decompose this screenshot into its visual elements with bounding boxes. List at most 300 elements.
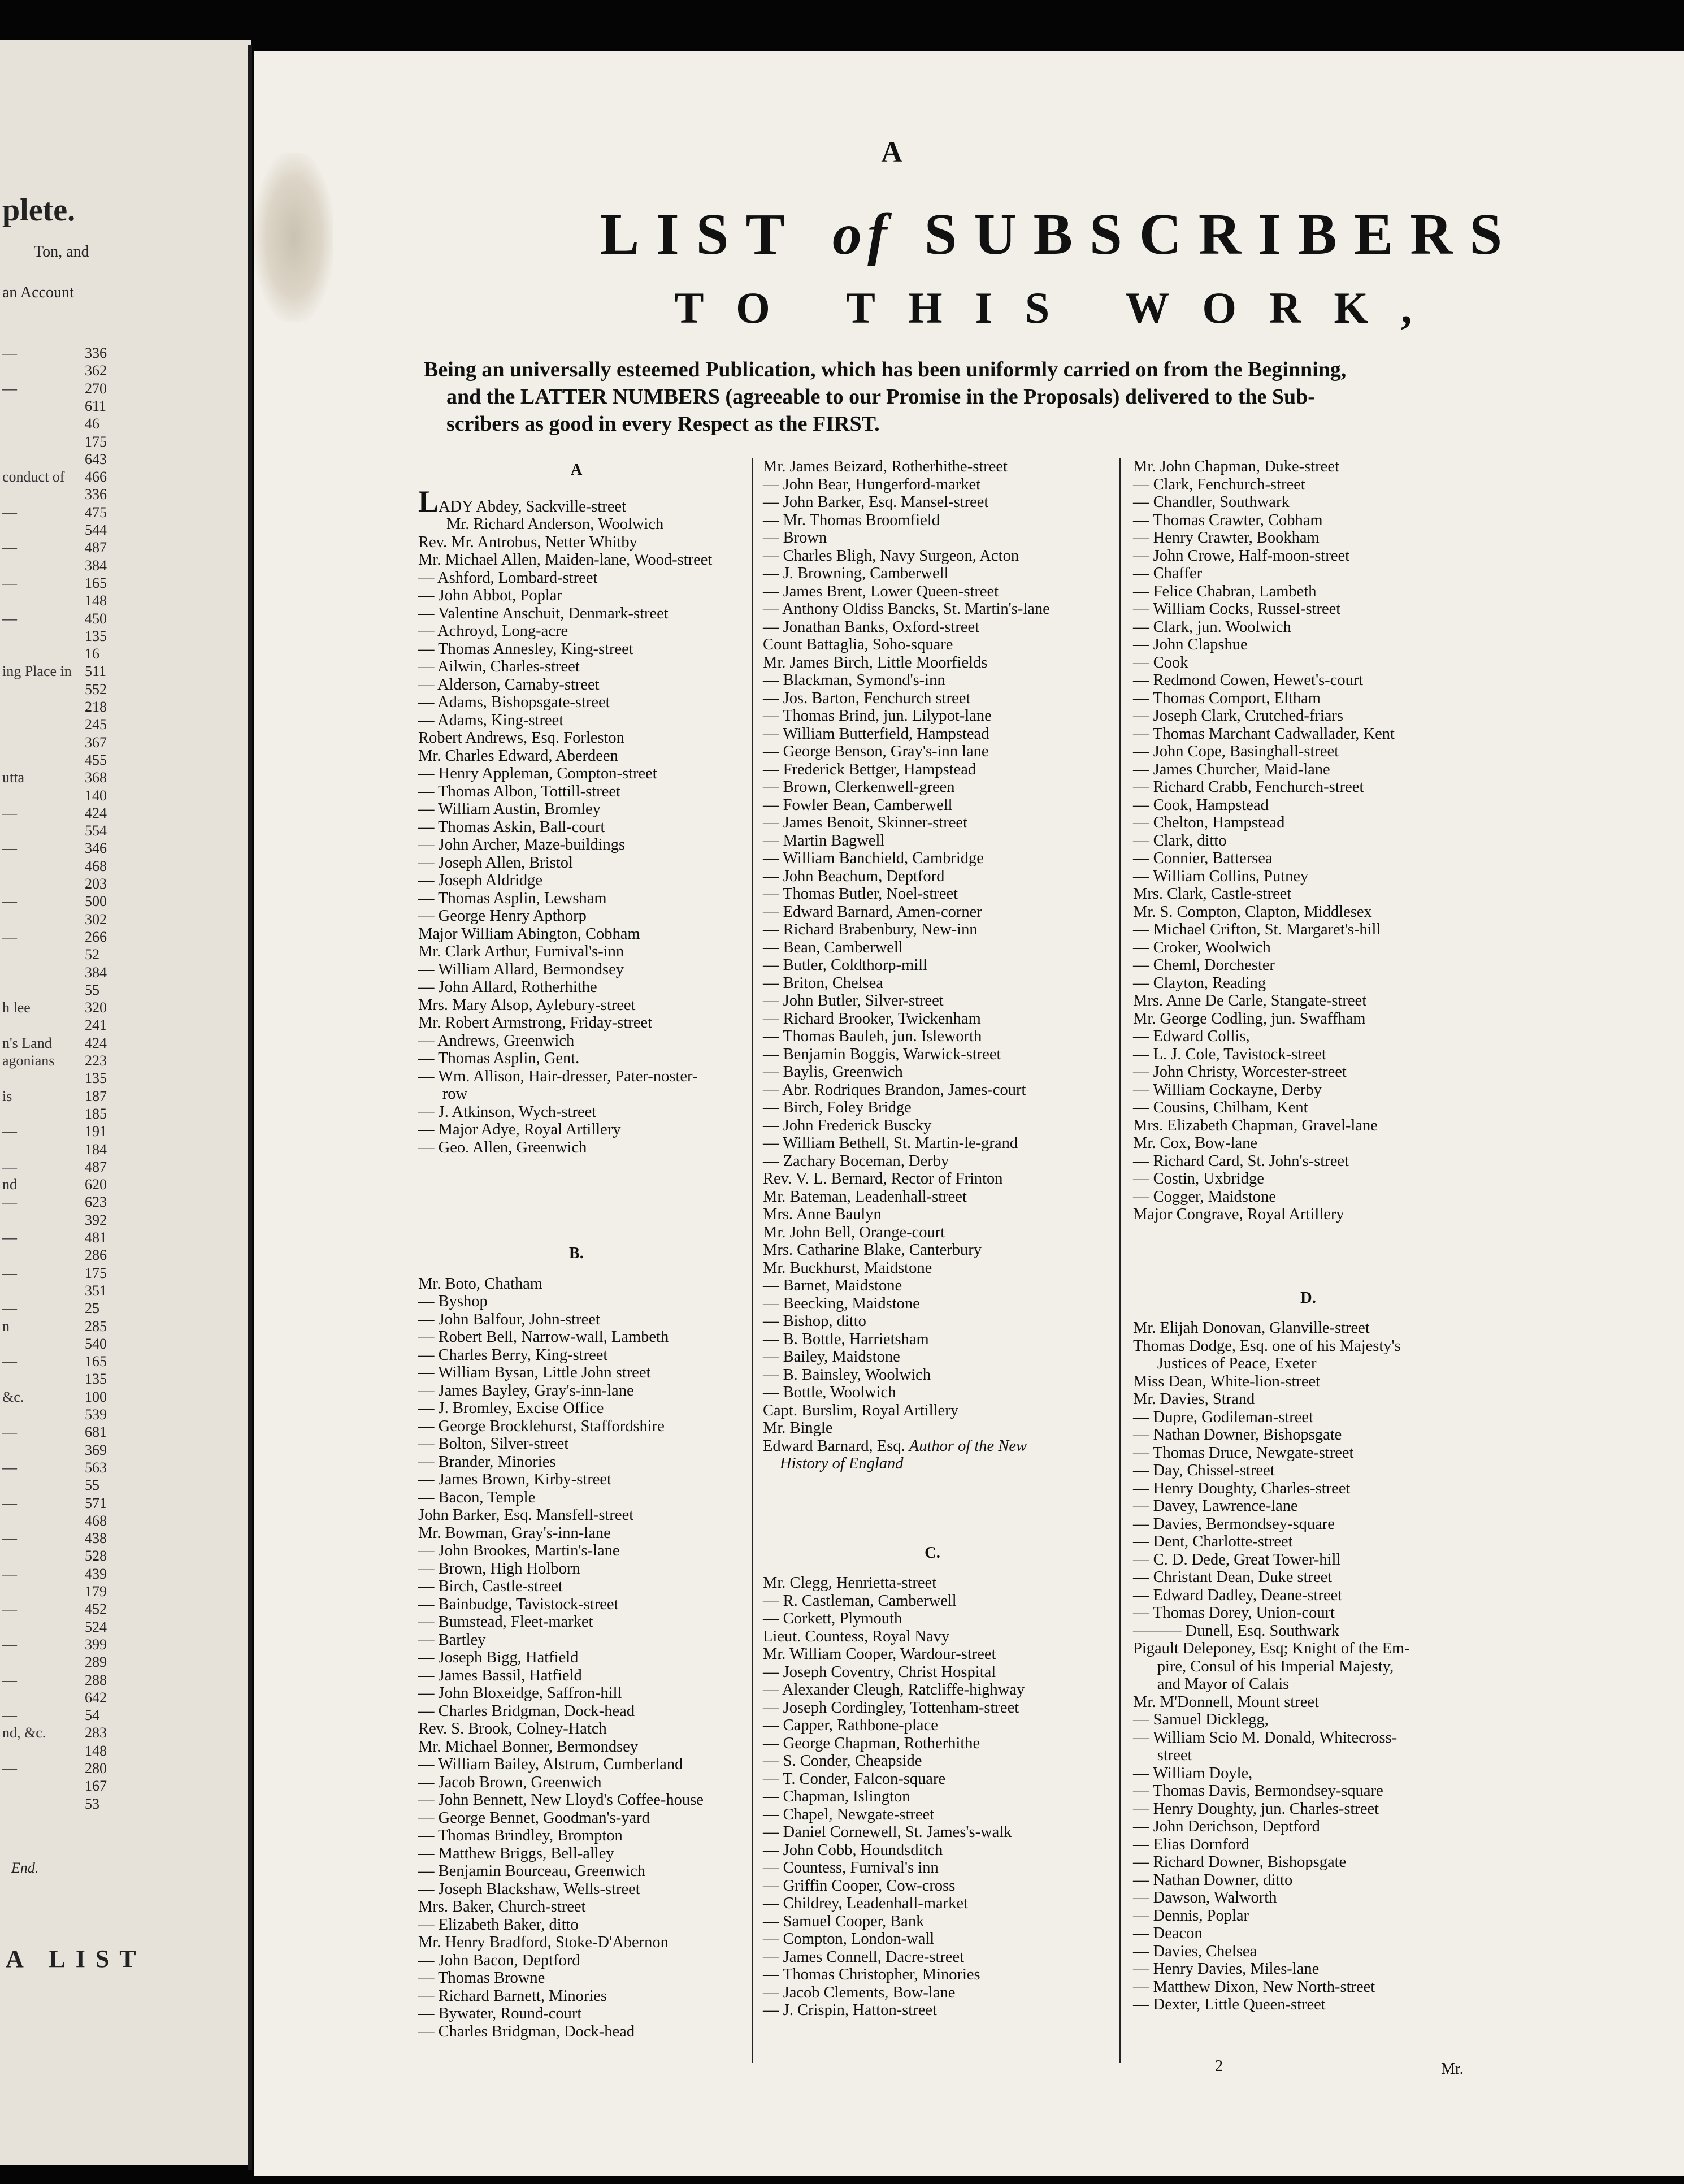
index-page-number: 165 xyxy=(85,574,107,591)
list-item: — Clayton, Reading xyxy=(1133,974,1266,992)
index-page-number: 167 xyxy=(85,1778,107,1795)
list-item-italic: History of England xyxy=(780,1455,904,1472)
list-item-text: Edward Barnard, Esq. xyxy=(763,1437,909,1455)
list-item: — Capper, Rathbone-place xyxy=(763,1717,938,1734)
index-page-number: 468 xyxy=(85,857,107,874)
list-item: — Richard Card, St. John's-street xyxy=(1133,1152,1349,1170)
list-item: — Childrey, Leadenhall-market xyxy=(763,1895,968,1912)
list-item: — John Bacon, Deptford xyxy=(418,1951,580,1969)
index-label: is xyxy=(2,1087,12,1104)
list-item: Mrs. Mary Alsop, Aylebury-street xyxy=(418,996,636,1014)
list-item: — John Bear, Hungerford-market xyxy=(763,475,981,493)
list-item: Robert Andrews, Esq. Forleston xyxy=(418,729,624,747)
header-article: A xyxy=(881,136,905,168)
list-item: — Elias Dornford xyxy=(1133,1835,1249,1853)
section-heading-c: C. xyxy=(925,1544,940,1562)
index-page-number: 552 xyxy=(85,681,107,697)
list-item: — James Bayley, Gray's-inn-lane xyxy=(418,1381,634,1399)
index-page-number: 100 xyxy=(85,1388,107,1405)
list-item: — John Balfour, John-street xyxy=(418,1310,600,1328)
index-label: — xyxy=(2,1636,17,1653)
index-label: n xyxy=(2,1318,10,1334)
index-page-number: 245 xyxy=(85,716,107,733)
index-page-number: 620 xyxy=(85,1176,107,1193)
list-item: — Thomas Bauleh, jun. Isleworth xyxy=(763,1028,982,1045)
list-item: — Christant Dean, Duke street xyxy=(1133,1568,1333,1586)
index-label: — xyxy=(2,539,17,556)
left-page-end: End. xyxy=(11,1860,39,1876)
subscriber-list-a xyxy=(418,515,735,1156)
list-item: — Joseph Allen, Bristol xyxy=(418,853,573,872)
subscriber-list-b xyxy=(418,1275,735,2041)
index-page-number: 544 xyxy=(85,522,107,538)
list-item: — Thomas Butler, Noel-street xyxy=(763,885,958,903)
index-page-number: 539 xyxy=(85,1406,107,1423)
subscriber-list-d xyxy=(1133,1319,1483,2014)
list-item: — Thomas Christopher, Minories xyxy=(763,1966,980,1983)
index-label: — xyxy=(2,1300,17,1317)
index-label: n's Land xyxy=(2,1034,52,1051)
index-page-number: 681 xyxy=(85,1424,107,1441)
list-item: — William Bysan, Little John street xyxy=(418,1364,651,1381)
list-item: and Mayor of Calais xyxy=(1133,1675,1290,1693)
index-page-number: 140 xyxy=(85,787,107,804)
list-item: — Briton, Chelsea xyxy=(763,974,883,992)
index-page-number: 165 xyxy=(85,1353,107,1370)
list-item: — Andrews, Greenwich xyxy=(418,1032,575,1050)
list-item: — Griffin Cooper, Cow-cross xyxy=(763,1877,956,1895)
index-label: — xyxy=(2,1353,17,1370)
index-page-number: 468 xyxy=(85,1512,107,1529)
list-item: Mr. Buckhurst, Maidstone xyxy=(763,1259,932,1277)
list-item: — Birch, Foley Bridge xyxy=(763,1099,912,1116)
list-item: — William Collins, Putney xyxy=(1133,867,1309,885)
list-item: — William Cockayne, Derby xyxy=(1133,1081,1322,1099)
list-item: — Dexter, Little Queen-street xyxy=(1133,1996,1326,2013)
list-item: Mr. Bowman, Gray's-inn-lane xyxy=(418,1524,611,1542)
list-item: — Bailey, Maidstone xyxy=(763,1348,900,1366)
list-item: — Richard Barnett, Minories xyxy=(418,1987,607,2005)
list-item: — James Brown, Kirby-street xyxy=(418,1471,611,1488)
list-item: Mr. Bingle xyxy=(763,1419,833,1437)
list-item: — Thomas Davis, Bermondsey-square xyxy=(1133,1782,1383,1800)
list-item: Capt. Burslim, Royal Artillery xyxy=(763,1401,958,1419)
index-label: — xyxy=(2,1158,17,1175)
list-item: — Fowler Bean, Camberwell xyxy=(763,796,953,814)
column-1 xyxy=(418,458,735,2040)
list-item: — Edward Dadley, Deane-street xyxy=(1133,1586,1343,1604)
column-rule xyxy=(752,458,753,2063)
index-page-number: 455 xyxy=(85,751,107,768)
index-page-number: 642 xyxy=(85,1689,107,1706)
list-item: — Joseph Bigg, Hatfield xyxy=(418,1649,579,1666)
list-item: — Brown xyxy=(763,529,827,547)
index-page-number: 135 xyxy=(85,627,107,644)
list-item: — Charles Bridgman, Dock-head xyxy=(418,2022,635,2040)
list-item: — Valentine Anschuit, Denmark-street xyxy=(418,604,669,622)
list-item: — Martin Bagwell xyxy=(763,831,885,850)
index-page-number: 571 xyxy=(85,1494,107,1511)
list-item: — Brander, Minories xyxy=(418,1453,556,1471)
list-item: — George Chapman, Rotherhithe xyxy=(763,1734,980,1752)
list-item: — Charles Bligh, Navy Surgeon, Acton xyxy=(763,547,1019,565)
list-item-italic: Author of the New xyxy=(909,1437,1027,1455)
list-item: — Deacon xyxy=(1133,1925,1203,1942)
index-page-number: 611 xyxy=(85,397,107,414)
list-item: Rev. V. L. Bernard, Rector of Frinton xyxy=(763,1170,1003,1188)
index-page-number: 283 xyxy=(85,1724,107,1741)
index-page-number: 487 xyxy=(85,539,107,556)
list-item: — John Allard, Rotherhithe xyxy=(418,978,597,996)
index-page-number: 288 xyxy=(85,1671,107,1688)
list-item: Mr. Bateman, Leadenhall-street xyxy=(763,1188,967,1206)
index-page-number: 524 xyxy=(85,1618,107,1635)
list-item: — J. Crispin, Hatton-street xyxy=(763,2001,937,2019)
list-item: Mr. Elijah Donovan, Glanville-street xyxy=(1133,1319,1370,1337)
title-subscribers: SUBSCRIBERS xyxy=(924,202,1520,267)
subscribers-page xyxy=(254,51,1684,2176)
column-2 xyxy=(763,458,1102,2020)
list-item: — John Cope, Basinghall-street xyxy=(1133,743,1339,760)
intro-line: scribers as good in every Respect as the FIRST. xyxy=(446,412,880,436)
column-rule xyxy=(1119,458,1121,2063)
list-item: Mr. Clegg, Henrietta-street xyxy=(763,1574,937,1592)
list-item: — Edward Barnard, Amen-corner xyxy=(763,903,982,921)
list-item: — Birch, Castle-street xyxy=(418,1578,563,1595)
index-page-number: 351 xyxy=(85,1282,107,1299)
list-item: — Dupre, Godileman-street xyxy=(1133,1408,1313,1426)
list-item: — Ashford, Lombard-street xyxy=(418,569,598,587)
list-item: — Richard Crabb, Fenchurch-street xyxy=(1133,778,1364,796)
index-page-number: 336 xyxy=(85,345,107,361)
index-page-number: 540 xyxy=(85,1335,107,1352)
list-item: Mr. William Cooper, Wardour-street xyxy=(763,1645,996,1663)
list-item: — J. Atkinson, Wych-street xyxy=(418,1103,597,1121)
list-item: — Samuel Cooper, Bank xyxy=(763,1912,925,1930)
list-item: — William Banchield, Cambridge xyxy=(763,850,984,867)
list-item: Justices of Peace, Exeter xyxy=(1133,1355,1317,1372)
index-label: — xyxy=(2,1601,17,1618)
list-item: Mr. M'Donnell, Mount street xyxy=(1133,1693,1319,1711)
index-page-number: 438 xyxy=(85,1530,107,1547)
list-item: — Thomas Askin, Ball-court xyxy=(418,818,605,836)
index-page-number: 46 xyxy=(85,415,99,432)
index-label: conduct of xyxy=(2,469,65,486)
list-item: — Barnet, Maidstone xyxy=(763,1277,902,1294)
list-item: — Michael Crifton, St. Margaret's-hill xyxy=(1133,921,1381,938)
list-item: — Thomas Brind, jun. Lilypot-lane xyxy=(763,707,992,725)
index-page-number: 148 xyxy=(85,592,107,609)
list-item: — Joseph Aldridge xyxy=(418,872,543,889)
drop-cap: L xyxy=(418,484,439,518)
list-item: — George Brocklehurst, Staffordshire xyxy=(418,1417,665,1435)
index-page-number: 424 xyxy=(85,1034,107,1051)
list-item: Mr. S. Compton, Clapton, Middlesex xyxy=(1133,903,1372,921)
index-label: — xyxy=(2,610,17,627)
index-page-number: 528 xyxy=(85,1548,107,1565)
list-item: — Joseph Blackshaw, Wells-street xyxy=(418,1880,640,1898)
signature-mark: 2 xyxy=(1215,2057,1223,2075)
index-page-number: 439 xyxy=(85,1565,107,1582)
list-item: Pigault Deleponey, Esq; Knight of the Em- xyxy=(1133,1640,1410,1657)
list-item: Mr. Cox, Bow-lane xyxy=(1133,1134,1258,1152)
list-item: — John Crowe, Half-moon-street xyxy=(1133,547,1350,565)
index-label: — xyxy=(2,840,17,857)
list-item: — Thomas Brindley, Brompton xyxy=(418,1827,623,1844)
list-item: — Costin, Uxbridge xyxy=(1133,1170,1264,1188)
index-page-number: 55 xyxy=(85,1477,99,1494)
index-label: utta xyxy=(2,769,24,786)
list-item: — Dawson, Walworth xyxy=(1133,1889,1277,1906)
list-item: Mr. Clark Arthur, Furnival's-inn xyxy=(418,943,624,960)
list-item: — B. Bainsley, Woolwich xyxy=(763,1366,931,1384)
index-page-number: 554 xyxy=(85,822,107,839)
list-item: Mr. Richard Anderson, Woolwich xyxy=(446,515,664,533)
list-item: — William Austin, Bromley xyxy=(418,800,601,818)
list-item: — William Doyle, xyxy=(1133,1764,1253,1782)
index-page-number: 424 xyxy=(85,804,107,821)
list-item: — Jos. Barton, Fenchurch street xyxy=(763,689,971,707)
index-label: — xyxy=(2,345,17,361)
index-label: nd xyxy=(2,1176,17,1193)
list-item: — Cousins, Chilham, Kent xyxy=(1133,1099,1308,1116)
list-item: — Thomas Dorey, Union-court xyxy=(1133,1604,1335,1622)
list-item: — Thomas Druce, Newgate-street xyxy=(1133,1444,1354,1462)
list-item: — J. Browning, Camberwell xyxy=(763,565,949,582)
list-item: — John Abbot, Poplar xyxy=(418,587,562,604)
list-item: — Chaffer xyxy=(1133,565,1203,582)
section-heading-d: D. xyxy=(1300,1289,1316,1307)
list-item: — Benjamin Boggis, Warwick-street xyxy=(763,1045,1001,1063)
list-item: — John Beachum, Deptford xyxy=(763,867,945,885)
list-item: — Thomas Browne xyxy=(418,1969,545,1987)
list-item: — Henry Doughty, Charles-street xyxy=(1133,1479,1351,1497)
list-item: — James Bassil, Hatfield xyxy=(418,1666,582,1684)
list-item: — Dent, Charlotte-street xyxy=(1133,1533,1293,1550)
list-item: — Bean, Camberwell xyxy=(763,938,903,956)
index-label: — xyxy=(2,574,17,591)
index-page-number: 53 xyxy=(85,1795,99,1812)
list-item: — William Butterfield, Hampstead xyxy=(763,725,989,743)
list-item: Mr. Henry Bradford, Stoke-D'Abernon xyxy=(418,1934,669,1951)
list-item: — William Cocks, Russel-street xyxy=(1133,600,1341,618)
index-page-number: 187 xyxy=(85,1087,107,1104)
list-item: Mr. Davies, Strand xyxy=(1133,1390,1255,1408)
list-item: — Thomas Crawter, Cobham xyxy=(1133,511,1323,529)
index-label: — xyxy=(2,928,17,945)
list-item xyxy=(418,484,735,518)
column-3 xyxy=(1133,458,1483,2014)
index-label: — xyxy=(2,1229,17,1246)
list-item: — Croker, Woolwich xyxy=(1133,938,1271,956)
index-page-number: 384 xyxy=(85,557,107,574)
list-item: — Thomas Asplin, Gent. xyxy=(418,1050,580,1067)
section-heading-b: B. xyxy=(568,1245,584,1262)
index-page-number: 285 xyxy=(85,1318,107,1334)
list-item: Major Congrave, Royal Artillery xyxy=(1133,1206,1344,1223)
list-item: Mr. George Codling, jun. Swaffham xyxy=(1133,1009,1366,1028)
index-page-number: 452 xyxy=(85,1601,107,1618)
index-page-number: 203 xyxy=(85,876,107,892)
index-page-number: 481 xyxy=(85,1229,107,1246)
list-item: Rev. S. Brook, Colney-Hatch xyxy=(418,1720,607,1737)
list-item: — John Frederick Buscky xyxy=(763,1116,932,1134)
list-item: Mrs. Catharine Blake, Canterbury xyxy=(763,1241,982,1259)
list-item: — John Bennett, New Lloyd's Coffee-house xyxy=(418,1791,704,1809)
list-item: Mrs. Baker, Church-street xyxy=(418,1898,586,1916)
list-item: — Jacob Brown, Greenwich xyxy=(418,1773,602,1791)
list-item: — Davies, Bermondsey-square xyxy=(1133,1515,1335,1533)
list-item: — Day, Chissel-street xyxy=(1133,1462,1275,1479)
list-item: — Henry Doughty, jun. Charles-street xyxy=(1133,1800,1379,1818)
list-item: Lieut. Countess, Royal Navy xyxy=(763,1627,950,1645)
index-label: — xyxy=(2,893,17,910)
subscriber-list-c-cont xyxy=(1133,458,1483,1224)
index-page-number: 289 xyxy=(85,1654,107,1671)
list-item: — Bainbudge, Tavistock-street xyxy=(418,1595,619,1613)
subscriber-list-c xyxy=(763,1574,1102,2020)
list-item: — Redmond Cowen, Hewet's-court xyxy=(1133,671,1364,689)
list-item: — Frederick Bettger, Hampstead xyxy=(763,760,976,778)
index-page-number: 266 xyxy=(85,928,107,945)
list-item: — Brown, High Holborn xyxy=(418,1559,580,1578)
list-item: — J. Bromley, Excise Office xyxy=(418,1399,604,1417)
list-item: — Bottle, Woolwich xyxy=(763,1384,896,1401)
list-item: — Anthony Oldiss Bancks, St. Martin's-lane xyxy=(763,600,1050,618)
index-label: — xyxy=(2,1194,17,1211)
index-page-number: 320 xyxy=(85,999,107,1016)
index-label: — xyxy=(2,504,17,521)
index-label: — xyxy=(2,1123,17,1140)
list-item: — Bacon, Temple xyxy=(418,1488,536,1506)
index-label: — xyxy=(2,804,17,821)
catchword: Mr. xyxy=(1441,2060,1464,2078)
index-page-number: 54 xyxy=(85,1707,99,1724)
intro-paragraph xyxy=(424,356,1684,437)
list-item: — George Benson, Gray's-inn lane xyxy=(763,743,989,760)
list-item: — Connier, Battersea xyxy=(1133,850,1273,867)
list-item: — John Christy, Worcester-street xyxy=(1133,1063,1347,1081)
intro-line: and the LATTER NUMBERS (agreeable to our Promise in the Proposals) delivered to the Sub- xyxy=(446,385,1315,409)
list-item: — Cook xyxy=(1133,653,1188,671)
index-page-number: 184 xyxy=(85,1141,107,1158)
index-label: ing Place in xyxy=(2,663,72,680)
index-page-number: 286 xyxy=(85,1247,107,1264)
list-item: — James Brent, Lower Queen-street xyxy=(763,582,999,600)
index-page-number: 392 xyxy=(85,1211,107,1228)
book-spine xyxy=(248,45,252,2170)
list-item: Thomas Dodge, Esq. one of his Majesty's xyxy=(1133,1337,1401,1355)
index-label: — xyxy=(2,1424,17,1441)
list-item: — Thomas Albon, Tottill-street xyxy=(418,782,620,800)
index-page-number: 336 xyxy=(85,486,107,503)
list-item: — Baylis, Greenwich xyxy=(763,1063,903,1081)
left-page-catchword: A LIST xyxy=(6,1945,146,1973)
list-item: — John Barker, Esq. Mansel-street xyxy=(763,493,989,511)
index-label: — xyxy=(2,1264,17,1281)
left-page-subhead: Ton, and xyxy=(34,243,89,261)
index-page-number: 223 xyxy=(85,1052,107,1069)
list-item: — Samuel Dicklegg, xyxy=(1133,1711,1269,1728)
list-item: Count Battaglia, Soho-square xyxy=(763,636,953,653)
list-item: — Geo. Allen, Greenwich xyxy=(418,1138,587,1156)
list-item: — Thomas Annesley, King-street xyxy=(418,640,633,658)
index-page-number: 148 xyxy=(85,1742,107,1759)
list-item: Mr. John Chapman, Duke-street xyxy=(1133,458,1339,475)
index-page-number: 643 xyxy=(85,450,107,467)
list-item: — Cook, Hampstead xyxy=(1133,796,1269,814)
list-item: — Bumstead, Fleet-market xyxy=(418,1613,593,1631)
list-item: — C. D. Dede, Great Tower-hill xyxy=(1133,1550,1341,1568)
list-item: — Beecking, Maidstone xyxy=(763,1294,920,1312)
list-item: John Barker, Esq. Mansfell-street xyxy=(418,1506,634,1524)
list-item: Mrs. Elizabeth Chapman, Gravel-lane xyxy=(1133,1116,1378,1134)
index-page-number: 362 xyxy=(85,362,107,379)
index-page-number: 367 xyxy=(85,734,107,751)
list-item: — George Bennet, Goodman's-yard xyxy=(418,1809,650,1827)
list-item: — Edward Collis, xyxy=(1133,1028,1250,1045)
list-item: — John Cobb, Houndsditch xyxy=(763,1841,943,1859)
list-item: — R. Castleman, Camberwell xyxy=(763,1592,957,1610)
list-item: Mr. James Beizard, Rotherhithe-street xyxy=(763,458,1008,475)
index-page-number: 16 xyxy=(85,645,99,662)
list-item: — Adams, King-street xyxy=(418,711,564,729)
list-item: Mrs. Anne De Carle, Stangate-street xyxy=(1133,992,1367,1009)
list-item: — James Churcher, Maid-lane xyxy=(1133,760,1330,778)
list-item: — John Bloxeidge, Saffron-hill xyxy=(418,1684,622,1702)
index-label: &c. xyxy=(2,1388,24,1405)
page-title xyxy=(424,201,1684,268)
list-item: Mr. Charles Edward, Aberdeen xyxy=(418,747,618,765)
list-item: — Countess, Furnival's inn xyxy=(763,1859,939,1877)
index-page-number: 487 xyxy=(85,1158,107,1175)
index-page-number: 218 xyxy=(85,699,107,715)
list-item: Mr. James Birch, Little Moorfields xyxy=(763,653,988,671)
index-label: — xyxy=(2,1707,17,1724)
list-item: street xyxy=(1133,1747,1192,1764)
list-item: — Richard Brooker, Twickenham xyxy=(763,1009,981,1028)
list-item: — Charles Berry, King-street xyxy=(418,1346,608,1364)
list-item: — William Allard, Bermondsey xyxy=(418,960,624,978)
index-page-number: 270 xyxy=(85,380,107,397)
index-page-number: 511 xyxy=(85,663,107,680)
list-item: — Bolton, Silver-street xyxy=(418,1435,569,1453)
list-item: — George Henry Apthorp xyxy=(418,907,587,925)
list-item: — Brown, Clerkenwell-green xyxy=(763,778,955,796)
list-item: — James Benoit, Skinner-street xyxy=(763,814,967,831)
list-item: — Henry Crawter, Bookham xyxy=(1133,529,1320,547)
title-of: of xyxy=(832,202,893,267)
list-item: — Joseph Cordingley, Tottenham-street xyxy=(763,1698,1019,1717)
list-item: Mrs. Clark, Castle-street xyxy=(1133,885,1292,903)
list-item: — Chelton, Hampstead xyxy=(1133,814,1285,831)
list-item: — Davies, Chelsea xyxy=(1133,1942,1257,1960)
list-item: Miss Dean, White-lion-street xyxy=(1133,1372,1321,1390)
list-item: — Bartley xyxy=(418,1631,486,1649)
list-item: — Clark, ditto xyxy=(1133,831,1227,850)
index-label: — xyxy=(2,1760,17,1776)
list-item: — Jacob Clements, Bow-lane xyxy=(763,1983,956,2001)
list-item: Mr. Boto, Chatham xyxy=(418,1275,543,1293)
list-item: — Butler, Coldthorp-mill xyxy=(763,956,927,974)
list-item: — Achroyd, Long-acre xyxy=(418,622,568,640)
index-page-number: 175 xyxy=(85,1264,107,1281)
list-item: — Byshop xyxy=(418,1293,488,1310)
list-item: — William Bailey, Alstrum, Cumberland xyxy=(418,1756,683,1773)
list-item: — John Brookes, Martin's-lane xyxy=(418,1542,620,1559)
list-item: — Nathan Downer, Bishopsgate xyxy=(1133,1426,1342,1444)
list-item: row xyxy=(418,1085,468,1103)
